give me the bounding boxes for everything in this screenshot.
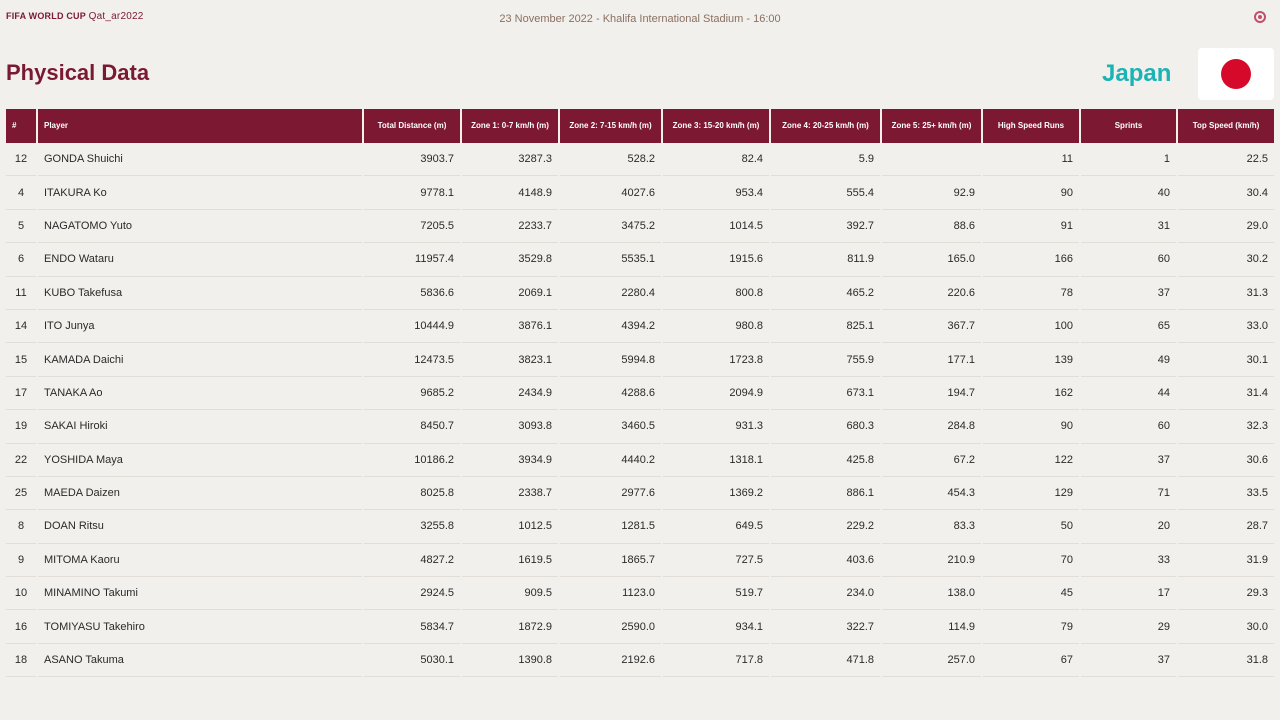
stat-cell: 3529.8 [462, 243, 558, 276]
stat-cell: 177.1 [882, 343, 981, 376]
table-row [6, 444, 1274, 477]
player-name: KUBO Takefusa [38, 277, 362, 310]
table-row [6, 610, 1274, 643]
stat-cell: 165.0 [882, 243, 981, 276]
stat-cell: 8450.7 [364, 410, 460, 443]
stat-cell: 2924.5 [364, 577, 460, 610]
stat-cell: 67 [983, 644, 1079, 677]
stat-cell: 2192.6 [560, 644, 661, 677]
stat-cell: 44 [1081, 377, 1176, 410]
stat-cell: 166 [983, 243, 1079, 276]
stat-cell: 71 [1081, 477, 1176, 510]
stat-cell: 3460.5 [560, 410, 661, 443]
stat-cell: 30.0 [1178, 610, 1274, 643]
stat-cell: 2338.7 [462, 477, 558, 510]
player-number: 12 [6, 143, 36, 176]
stat-cell: 454.3 [882, 477, 981, 510]
stat-cell: 122 [983, 444, 1079, 477]
stat-cell: 114.9 [882, 610, 981, 643]
column-header: Zone 3: 15-20 km/h (m) [663, 109, 769, 143]
stat-cell: 1723.8 [663, 343, 769, 376]
stat-cell: 9685.2 [364, 377, 460, 410]
stat-cell: 3287.3 [462, 143, 558, 176]
player-name: SAKAI Hiroki [38, 410, 362, 443]
stat-cell: 1123.0 [560, 577, 661, 610]
stat-cell: 1619.5 [462, 544, 558, 577]
stat-cell: 30.1 [1178, 343, 1274, 376]
stat-cell: 194.7 [882, 377, 981, 410]
stat-cell: 65 [1081, 310, 1176, 343]
player-name: ITAKURA Ko [38, 176, 362, 209]
stat-cell: 210.9 [882, 544, 981, 577]
table-header-row [6, 109, 1274, 143]
column-header: Sprints [1081, 109, 1176, 143]
stat-cell: 2977.6 [560, 477, 661, 510]
stat-cell: 3475.2 [560, 210, 661, 243]
stat-cell: 9778.1 [364, 176, 460, 209]
stat-cell: 40 [1081, 176, 1176, 209]
player-number: 9 [6, 544, 36, 577]
stat-cell: 909.5 [462, 577, 558, 610]
stat-cell: 92.9 [882, 176, 981, 209]
stat-cell: 3255.8 [364, 510, 460, 543]
column-header: # [6, 109, 36, 143]
table-row [6, 644, 1274, 677]
table-row [6, 510, 1274, 543]
table-row [6, 577, 1274, 610]
column-header: Total Distance (m) [364, 109, 460, 143]
player-name: MINAMINO Takumi [38, 577, 362, 610]
stat-cell: 31.4 [1178, 377, 1274, 410]
player-name: ASANO Takuma [38, 644, 362, 677]
stat-cell: 49 [1081, 343, 1176, 376]
player-number: 22 [6, 444, 36, 477]
stat-cell: 284.8 [882, 410, 981, 443]
stat-cell: 12473.5 [364, 343, 460, 376]
stat-cell: 5834.7 [364, 610, 460, 643]
team-name: Japan [1102, 60, 1172, 87]
stat-cell: 1915.6 [663, 243, 769, 276]
stat-cell: 800.8 [663, 277, 769, 310]
stat-cell: 139 [983, 343, 1079, 376]
stat-cell: 29.0 [1178, 210, 1274, 243]
table-row [6, 176, 1274, 209]
stat-cell: 367.7 [882, 310, 981, 343]
stat-cell: 825.1 [771, 310, 880, 343]
player-number: 6 [6, 243, 36, 276]
stat-cell: 4148.9 [462, 176, 558, 209]
stat-cell: 88.6 [882, 210, 981, 243]
stat-cell: 4394.2 [560, 310, 661, 343]
column-header: Player [38, 109, 362, 143]
stat-cell: 234.0 [771, 577, 880, 610]
stat-cell: 11957.4 [364, 243, 460, 276]
stat-cell: 78 [983, 277, 1079, 310]
stat-cell: 528.2 [560, 143, 661, 176]
player-name: DOAN Ritsu [38, 510, 362, 543]
stat-cell: 91 [983, 210, 1079, 243]
player-number: 10 [6, 577, 36, 610]
stat-cell: 50 [983, 510, 1079, 543]
column-header: Zone 4: 20-25 km/h (m) [771, 109, 880, 143]
stat-cell: 90 [983, 176, 1079, 209]
table-row [6, 477, 1274, 510]
stat-cell: 31.8 [1178, 644, 1274, 677]
player-name: GONDA Shuichi [38, 143, 362, 176]
stat-cell: 3934.9 [462, 444, 558, 477]
stat-cell: 32.3 [1178, 410, 1274, 443]
stat-cell: 1369.2 [663, 477, 769, 510]
stat-cell: 886.1 [771, 477, 880, 510]
stat-cell: 717.8 [663, 644, 769, 677]
table-row [6, 310, 1274, 343]
stat-cell: 322.7 [771, 610, 880, 643]
stat-cell: 100 [983, 310, 1079, 343]
stat-cell: 10444.9 [364, 310, 460, 343]
stat-cell: 31 [1081, 210, 1176, 243]
stat-cell: 2280.4 [560, 277, 661, 310]
stat-cell: 555.4 [771, 176, 880, 209]
stat-cell: 1281.5 [560, 510, 661, 543]
stat-cell: 1014.5 [663, 210, 769, 243]
table-row [6, 410, 1274, 443]
player-name: ITO Junya [38, 310, 362, 343]
stat-cell: 90 [983, 410, 1079, 443]
stat-cell: 20 [1081, 510, 1176, 543]
stat-cell: 70 [983, 544, 1079, 577]
stat-cell: 257.0 [882, 644, 981, 677]
player-number: 4 [6, 176, 36, 209]
stat-cell: 673.1 [771, 377, 880, 410]
stat-cell [882, 143, 981, 176]
stat-cell: 29.3 [1178, 577, 1274, 610]
stat-cell: 31.9 [1178, 544, 1274, 577]
stat-cell: 4440.2 [560, 444, 661, 477]
stat-cell: 33.5 [1178, 477, 1274, 510]
page-title: Physical Data [6, 60, 150, 85]
stat-cell: 2590.0 [560, 610, 661, 643]
stat-cell: 3903.7 [364, 143, 460, 176]
player-name: TANAKA Ao [38, 377, 362, 410]
stat-cell: 2094.9 [663, 377, 769, 410]
stat-cell: 727.5 [663, 544, 769, 577]
stat-cell: 519.7 [663, 577, 769, 610]
stat-cell: 17 [1081, 577, 1176, 610]
column-header: Top Speed (km/h) [1178, 109, 1274, 143]
player-number: 14 [6, 310, 36, 343]
stat-cell: 392.7 [771, 210, 880, 243]
player-name: KAMADA Daichi [38, 343, 362, 376]
stat-cell: 45 [983, 577, 1079, 610]
stat-cell: 129 [983, 477, 1079, 510]
stat-cell: 82.4 [663, 143, 769, 176]
stat-cell: 220.6 [882, 277, 981, 310]
stat-cell: 29 [1081, 610, 1176, 643]
stat-cell: 37 [1081, 277, 1176, 310]
japan-flag-icon [1198, 48, 1274, 100]
stat-cell: 1865.7 [560, 544, 661, 577]
stat-cell: 37 [1081, 444, 1176, 477]
table-row [6, 243, 1274, 276]
stat-cell: 229.2 [771, 510, 880, 543]
physical-data-table [4, 109, 1276, 677]
top-bar [0, 0, 1280, 38]
stat-cell: 3876.1 [462, 310, 558, 343]
stat-cell: 5535.1 [560, 243, 661, 276]
stat-cell: 811.9 [771, 243, 880, 276]
stat-cell: 755.9 [771, 343, 880, 376]
column-header: Zone 1: 0-7 km/h (m) [462, 109, 558, 143]
player-number: 11 [6, 277, 36, 310]
player-name: YOSHIDA Maya [38, 444, 362, 477]
stat-cell: 1390.8 [462, 644, 558, 677]
stat-cell: 31.3 [1178, 277, 1274, 310]
player-name: ENDO Wataru [38, 243, 362, 276]
flag-sun [1221, 59, 1251, 89]
stat-cell: 60 [1081, 243, 1176, 276]
stat-cell: 11 [983, 143, 1079, 176]
stat-cell: 934.1 [663, 610, 769, 643]
stat-cell: 425.8 [771, 444, 880, 477]
menu-icon[interactable] [1254, 11, 1266, 23]
player-number: 8 [6, 510, 36, 543]
stat-cell: 3093.8 [462, 410, 558, 443]
player-name: MITOMA Kaoru [38, 544, 362, 577]
stat-cell: 4288.6 [560, 377, 661, 410]
stat-cell: 980.8 [663, 310, 769, 343]
table-row [6, 277, 1274, 310]
stat-cell: 5030.1 [364, 644, 460, 677]
stat-cell: 931.3 [663, 410, 769, 443]
stat-cell: 67.2 [882, 444, 981, 477]
stat-cell: 1872.9 [462, 610, 558, 643]
stat-cell: 30.6 [1178, 444, 1274, 477]
stat-cell: 3823.1 [462, 343, 558, 376]
brand-prefix: FIFA WORLD CUP [6, 11, 86, 21]
stat-cell: 680.3 [771, 410, 880, 443]
stat-cell: 953.4 [663, 176, 769, 209]
stat-cell: 30.2 [1178, 243, 1274, 276]
stat-cell: 1012.5 [462, 510, 558, 543]
player-name: TOMIYASU Takehiro [38, 610, 362, 643]
stat-cell: 33.0 [1178, 310, 1274, 343]
player-number: 25 [6, 477, 36, 510]
player-number: 5 [6, 210, 36, 243]
stat-cell: 162 [983, 377, 1079, 410]
stat-cell: 465.2 [771, 277, 880, 310]
table-body [6, 143, 1274, 677]
stat-cell: 30.4 [1178, 176, 1274, 209]
stat-cell: 649.5 [663, 510, 769, 543]
stat-cell: 471.8 [771, 644, 880, 677]
stat-cell: 5836.6 [364, 277, 460, 310]
stat-cell: 10186.2 [364, 444, 460, 477]
stat-cell: 4027.6 [560, 176, 661, 209]
player-number: 16 [6, 610, 36, 643]
column-header: High Speed Runs [983, 109, 1079, 143]
stat-cell: 22.5 [1178, 143, 1274, 176]
player-number: 15 [6, 343, 36, 376]
stat-cell: 403.6 [771, 544, 880, 577]
player-name: MAEDA Daizen [38, 477, 362, 510]
stat-cell: 138.0 [882, 577, 981, 610]
stat-cell: 5.9 [771, 143, 880, 176]
stat-cell: 8025.8 [364, 477, 460, 510]
stat-cell: 2069.1 [462, 277, 558, 310]
match-info: 23 November 2022 - Khalifa International Stadium - 16:00 [499, 13, 781, 25]
table-row [6, 210, 1274, 243]
table-row [6, 143, 1274, 176]
stat-cell: 33 [1081, 544, 1176, 577]
stat-cell: 83.3 [882, 510, 981, 543]
table-row [6, 377, 1274, 410]
player-name: NAGATOMO Yuto [38, 210, 362, 243]
stat-cell: 79 [983, 610, 1079, 643]
stat-cell: 28.7 [1178, 510, 1274, 543]
column-header: Zone 2: 7-15 km/h (m) [560, 109, 661, 143]
table-row [6, 544, 1274, 577]
column-header: Zone 5: 25+ km/h (m) [882, 109, 981, 143]
stat-cell: 1318.1 [663, 444, 769, 477]
stat-cell: 1 [1081, 143, 1176, 176]
brand-suffix: Qat_ar2022 [88, 11, 144, 22]
stat-cell: 37 [1081, 644, 1176, 677]
player-number: 18 [6, 644, 36, 677]
stat-cell: 4827.2 [364, 544, 460, 577]
stat-cell: 2233.7 [462, 210, 558, 243]
stat-cell: 60 [1081, 410, 1176, 443]
stat-cell: 7205.5 [364, 210, 460, 243]
table-row [6, 343, 1274, 376]
stat-cell: 5994.8 [560, 343, 661, 376]
stat-cell: 2434.9 [462, 377, 558, 410]
player-number: 17 [6, 377, 36, 410]
player-number: 19 [6, 410, 36, 443]
